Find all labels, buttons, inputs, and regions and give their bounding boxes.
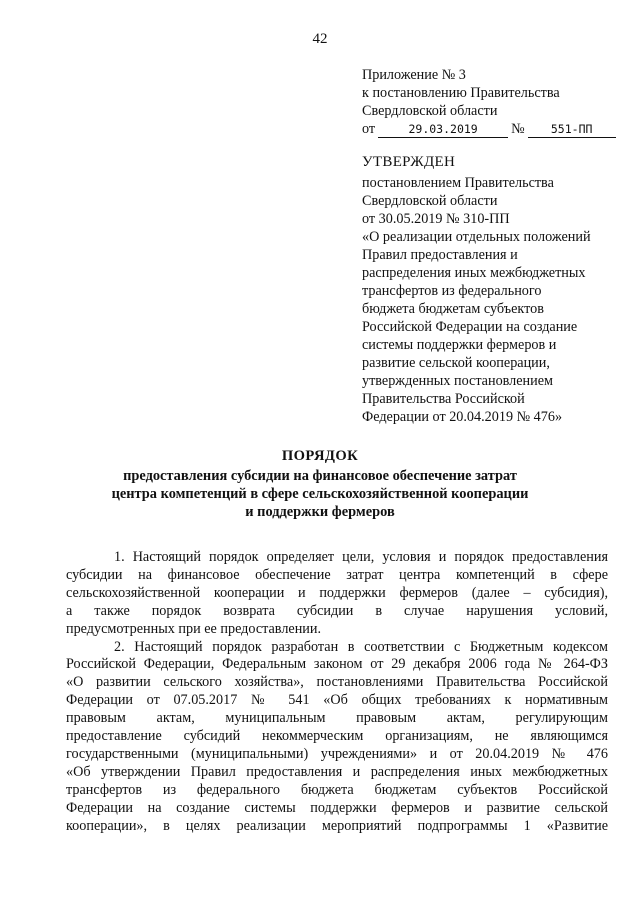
number-prefix: № bbox=[511, 121, 525, 137]
approved-line: Свердловской области bbox=[362, 193, 498, 209]
date-value: 29.03.2019 bbox=[378, 122, 508, 138]
body-text bbox=[66, 549, 608, 836]
approved-line: Правил предоставления и bbox=[362, 247, 518, 263]
approved-line: распределения иных межбюджетных bbox=[362, 265, 586, 281]
approved-line: утвержденных постановлением bbox=[362, 373, 554, 389]
paragraph-line: «Об утверждении Правил предоставления и распределения иных межбюджетных bbox=[66, 763, 608, 780]
appendix-line: к постановлению Правительства bbox=[362, 85, 560, 101]
approved-line: Правительства Российской bbox=[362, 391, 525, 407]
date-prefix: от bbox=[362, 121, 376, 137]
paragraph-line: 1. Настоящий порядок определяет цели, условия и порядок предоставления bbox=[114, 549, 608, 565]
paragraph-line: кооперации», в целях реализации мероприятий подпрограммы 1 «Развитие bbox=[66, 817, 608, 834]
title-line: и поддержки фермеров bbox=[245, 504, 395, 520]
approved-line: Российской Федерации на создание bbox=[362, 319, 578, 335]
paragraph-line: Российской Федерации, Федеральным законом от 29 декабря 2006 года № 264-ФЗ bbox=[66, 656, 608, 673]
approved-block bbox=[362, 153, 612, 426]
approved-line: трансфертов из федерального bbox=[362, 283, 542, 299]
appendix-line: Свердловской области bbox=[362, 103, 498, 119]
number-value: 551-ПП bbox=[528, 122, 616, 138]
appendix-block bbox=[362, 66, 622, 138]
title-heading: ПОРЯДОК bbox=[281, 448, 359, 464]
paragraph-line: «О развитии сельского хозяйства», постановлениями Правительства Российской bbox=[66, 674, 608, 691]
paragraph-line: Федерации на создание системы поддержки фермеров и развитие сельской bbox=[66, 799, 608, 816]
approved-line: системы поддержки фермеров и bbox=[362, 337, 557, 353]
paragraph-line: предусмотренных при ее предоставлении. bbox=[66, 620, 322, 637]
document-title bbox=[0, 447, 640, 521]
approved-line: постановлением Правительства bbox=[362, 175, 554, 191]
paragraph-line: а также порядок возврата субсидии в случае нарушения условий, bbox=[66, 602, 608, 619]
paragraph-line: трансфертов из федерального бюджета бюджетам субъектов Российской bbox=[66, 781, 608, 798]
paragraph-line: государственными (муниципальными) учреждениями» и от 20.04.2019 № 476 bbox=[66, 745, 608, 762]
paragraph-line: правовым актам, муниципальным правовым актам, регулирующим bbox=[66, 710, 608, 727]
approved-heading: УТВЕРЖДЕН bbox=[362, 154, 456, 170]
title-line: предоставления субсидии на финансовое обеспечение затрат bbox=[123, 468, 517, 484]
paragraph-line: субсидии на финансовое обеспечение затрат центра компетенций в сфере bbox=[66, 566, 608, 583]
paragraph-line: Федерации от 07.05.2017 № 541 «Об общих требованиях к нормативным bbox=[66, 692, 608, 709]
paragraph-line: сельскохозяйственной кооперации и поддержки фермеров (далее – субсидия), bbox=[66, 584, 608, 601]
page-number: 42 bbox=[312, 31, 328, 47]
approved-line: развитие сельской кооперации, bbox=[362, 355, 550, 371]
paragraph-line: предоставление субсидий некоммерческим организациям, не являющимся bbox=[66, 728, 608, 745]
approved-line: бюджета бюджетам субъектов bbox=[362, 301, 544, 317]
approved-line: от 30.05.2019 № 310-ПП bbox=[362, 211, 510, 227]
approved-line: «О реализации отдельных положений bbox=[362, 229, 591, 245]
appendix-date-line bbox=[362, 120, 622, 138]
paragraph-line: 2. Настоящий порядок разработан в соответствии с Бюджетным кодексом bbox=[114, 638, 608, 655]
approved-line: Федерации от 20.04.2019 № 476» bbox=[362, 409, 563, 425]
appendix-line: Приложение № 3 bbox=[362, 67, 466, 83]
title-line: центра компетенций в сфере сельскохозяйственной кооперации bbox=[111, 486, 529, 502]
